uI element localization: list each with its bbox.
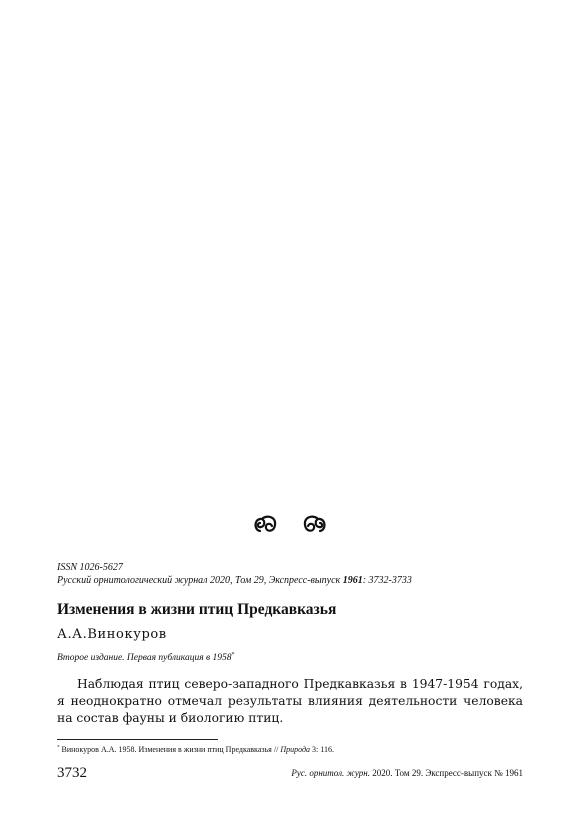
body-paragraph-text: Наблюдая птиц северо-западного Предкавказья в 1947-1954 годах, я неоднократно отмечал результаты влияния деятельности человека на состав фауны и биологию птиц.: [57, 677, 523, 725]
footnote-rule: [57, 739, 218, 740]
edition-note-text: Второе издание. Первая публикация в 1958: [57, 653, 232, 664]
author-name: А.А.Винокуров: [57, 627, 167, 642]
footnote: [57, 745, 334, 754]
journal-header: [57, 561, 412, 587]
running-footer-journal: Рус. орнитол. журн.: [291, 768, 370, 778]
page-number: 3732: [57, 765, 87, 781]
article-title: Изменения в жизни птиц Предкавказья: [57, 601, 337, 618]
footnote-text: Винокуров А.А. 1958. Изменения в жизни птиц Предкавказья //: [59, 745, 281, 754]
issn-line: ISSN 1026-5627: [57, 562, 123, 573]
issue-number: 1961: [342, 575, 363, 586]
journal-citation-prefix: Русский орнитологический журнал 2020, Том 29, Экспресс-выпуск: [57, 575, 343, 586]
footnote-journal: Природа: [280, 745, 311, 754]
body-paragraph: [57, 676, 523, 727]
journal-citation: [57, 574, 412, 587]
fleuron-icon: [250, 512, 330, 536]
page-range: : 3732-3733: [362, 575, 412, 586]
running-footer: [291, 768, 523, 778]
footnote-marker: *: [231, 652, 235, 658]
ornament-divider: [0, 512, 580, 541]
edition-note: [57, 652, 235, 663]
footnote-marker-ref: *: [57, 745, 60, 751]
footnote-ref: 3: 116.: [310, 745, 334, 754]
running-footer-details: 2020. Том 29. Экспресс-выпуск № 1961: [369, 768, 523, 778]
